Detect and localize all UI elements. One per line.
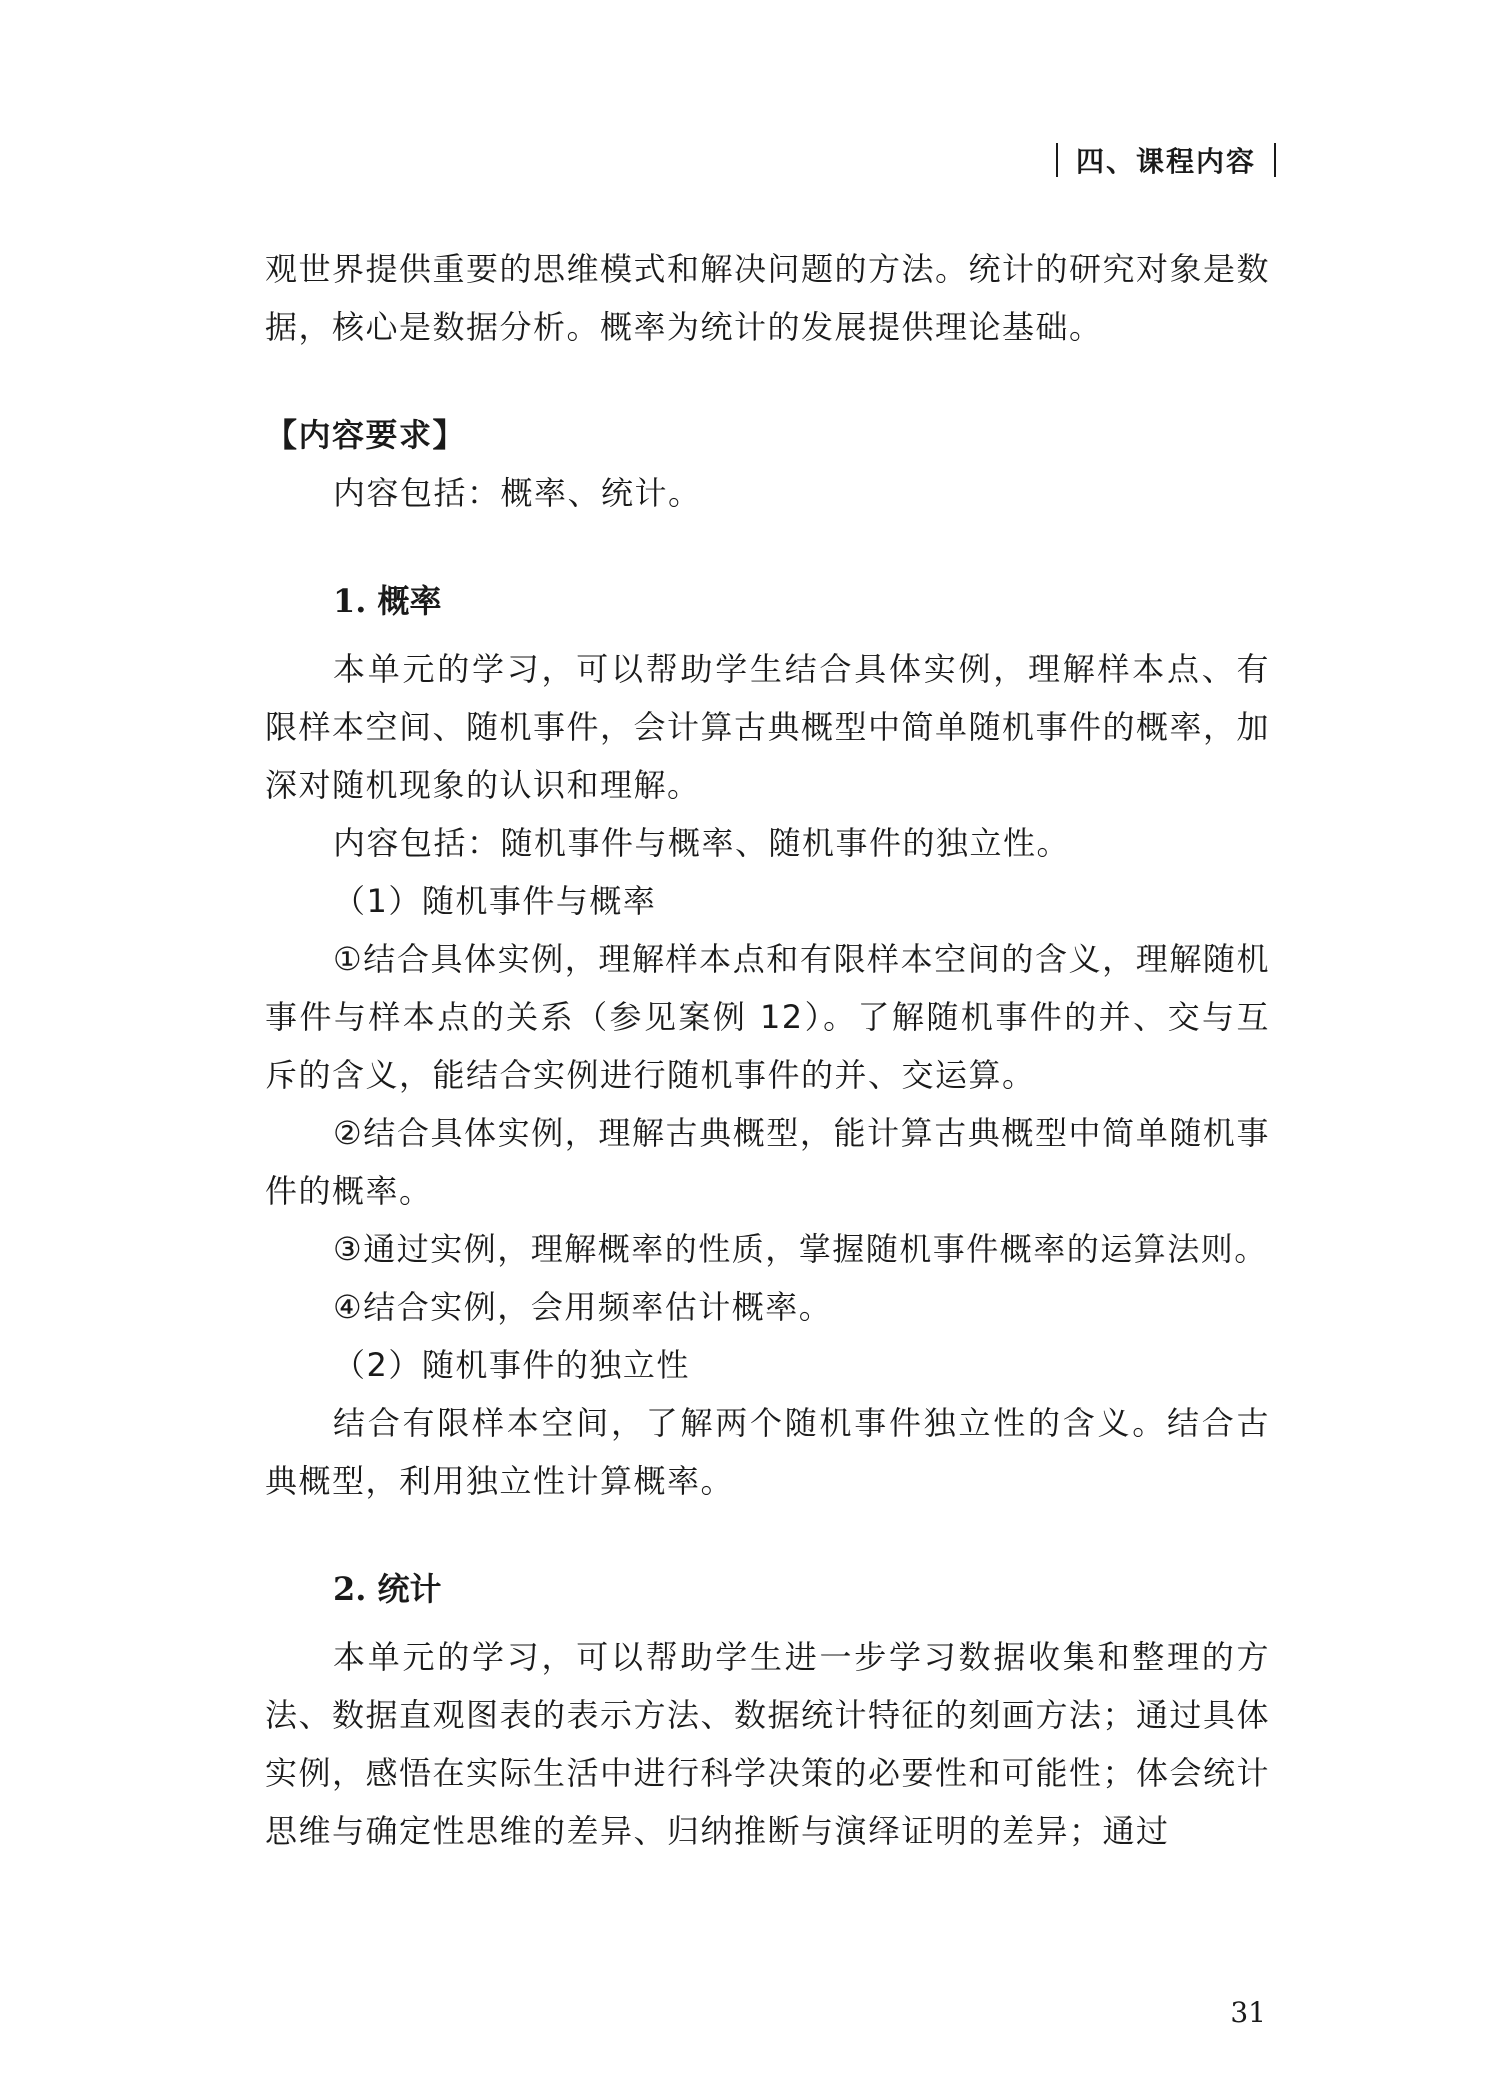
spacer — [265, 356, 1270, 406]
header-right-rule — [1274, 143, 1276, 177]
body-text — [265, 240, 1270, 1860]
page-number: 31 — [1230, 1996, 1266, 2029]
unit-1-item-2: ②结合具体实例，理解古典概型，能计算古典概型中简单随机事件的概率。 — [265, 1114, 1270, 1210]
unit-1-paragraph-2: 内容包括：随机事件与概率、随机事件的独立性。 — [333, 824, 1071, 862]
intro-paragraph: 观世界提供重要的思维模式和解决问题的方法。统计的研究对象是数据，核心是数据分析。概率为统计的发展提供理论基础。 — [265, 250, 1271, 346]
header-left-rule — [1056, 143, 1058, 177]
unit-2-title: 统计 — [377, 1570, 442, 1608]
unit-1-subsection-2: （2）随机事件的独立性 — [333, 1346, 690, 1384]
running-header — [1056, 140, 1276, 180]
unit-1-paragraph-1: 本单元的学习，可以帮助学生结合具体实例，理解样本点、有限样本空间、随机事件，会计算古典概型中简单随机事件的概率，加深对随机现象的认识和理解。 — [265, 650, 1271, 804]
unit-1-item-1: ①结合具体实例，理解样本点和有限样本空间的含义，理解随机事件与样本点的关系（参见案例 12）。了解随机事件的并、交与互斥的含义，能结合实例进行随机事件的并、交运算。 — [265, 940, 1270, 1094]
unit-1-item-3: ③通过实例，理解概率的性质，掌握随机事件概率的运算法则。 — [333, 1230, 1268, 1268]
header-section-title: 四、课程内容 — [1075, 145, 1256, 178]
content-requirements-heading: 【内容要求】 — [265, 416, 467, 454]
unit-1-heading — [333, 572, 1270, 630]
unit-2-heading — [333, 1560, 1270, 1618]
content-requirements-text: 内容包括：概率、统计。 — [333, 474, 702, 512]
unit-2-number: 2. — [333, 1570, 367, 1608]
unit-1-number: 1. — [333, 582, 367, 620]
unit-1-title: 概率 — [377, 582, 442, 620]
unit-1-paragraph-3: 结合有限样本空间，了解两个随机事件独立性的含义。结合古典概型，利用独立性计算概率。 — [265, 1404, 1270, 1500]
unit-2-paragraph-1: 本单元的学习，可以帮助学生进一步学习数据收集和整理的方法、数据直观图表的表示方法、数据统计特征的刻画方法；通过具体实例，感悟在实际生活中进行科学决策的必要性和可能性；体会统计思维与确定性思维的差异、归纳推断与演绎证明的差异；通过 — [265, 1638, 1271, 1850]
spacer — [265, 1510, 1270, 1560]
unit-1-subsection-1: （1）随机事件与概率 — [333, 882, 657, 920]
unit-1-item-4: ④结合实例，会用频率估计概率。 — [333, 1288, 833, 1326]
spacer — [265, 522, 1270, 572]
